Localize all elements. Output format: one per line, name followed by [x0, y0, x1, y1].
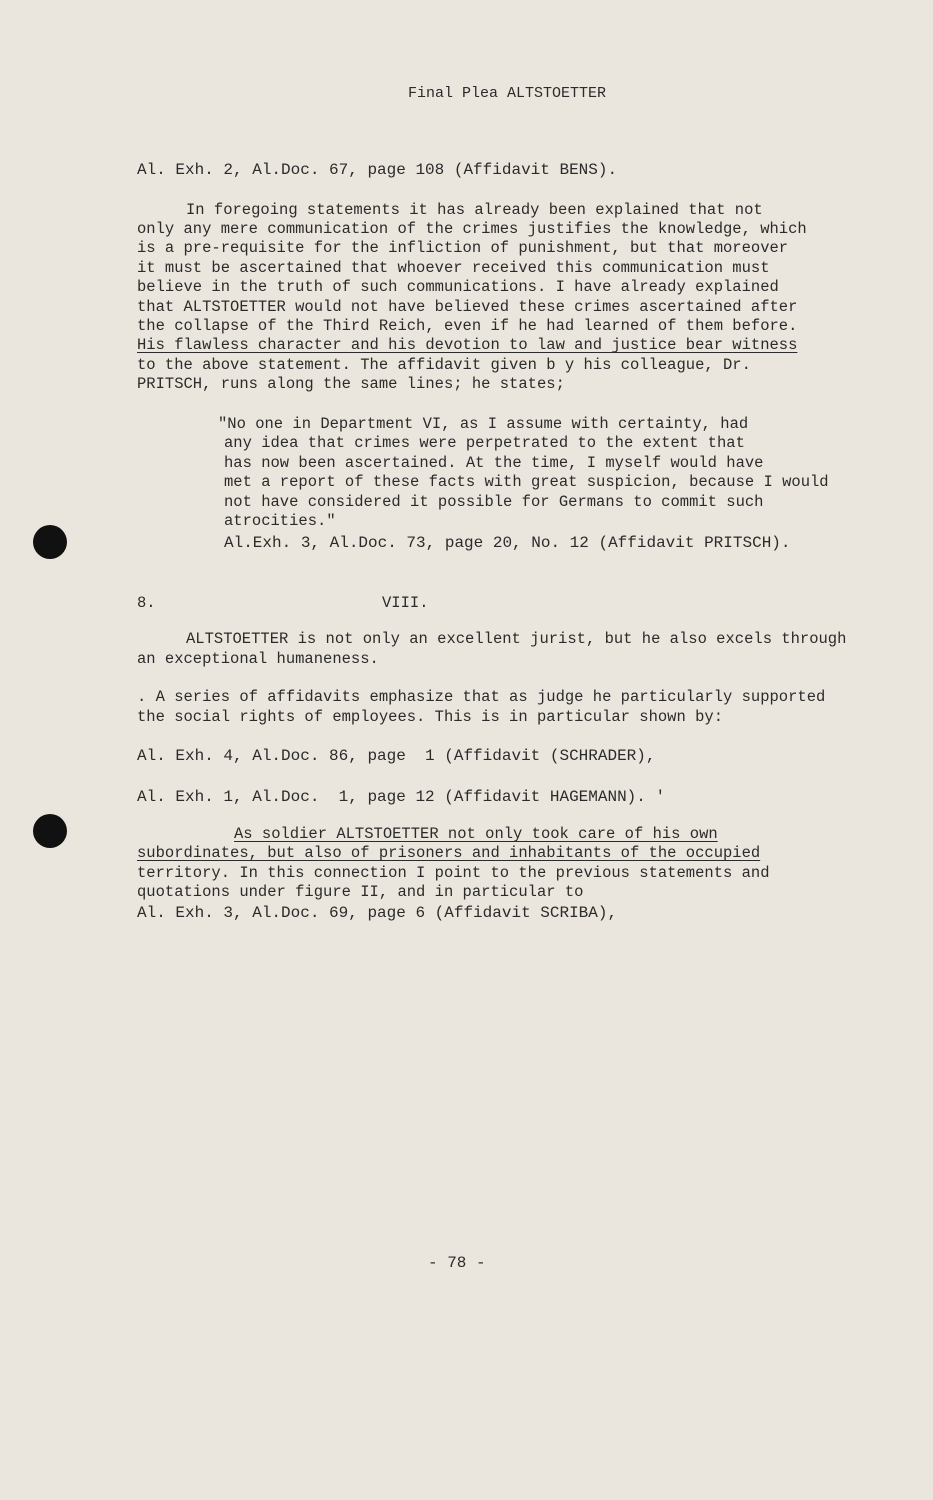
reference-line: Al. Exh. 4, Al.Doc. 86, page 1 (Affidavit (SCHRADER), [137, 747, 656, 765]
page-header: Final Plea ALTSTOETTER [408, 85, 607, 102]
quote-line: has now been ascertained. At the time, I myself would have [224, 454, 764, 472]
quote-reference: Al.Exh. 3, Al.Doc. 73, page 20, No. 12 (Affidavit PRITSCH). [224, 534, 791, 552]
text-line: Al. Exh. 3, Al.Doc. 69, page 6 (Affidavit SCRIBA), [137, 904, 618, 922]
text-line-underlined: His flawless character and his devotion to law and justice bear witness [137, 336, 798, 354]
section-number: 8. [137, 594, 156, 612]
punch-hole-top [33, 525, 67, 559]
text-line: territory. In this connection I point to the previous statements and [137, 864, 770, 882]
text-line: an exceptional humaneness. [137, 650, 379, 668]
reference-line: Al. Exh. 1, Al.Doc. 1, page 12 (Affidavit HAGEMANN). ' [137, 788, 666, 806]
text-line: . A series of affidavits emphasize that as judge he particularly supported [137, 688, 826, 706]
section-heading: VIII. [382, 594, 429, 612]
quote-line: met a report of these facts with great suspicion, because I would [224, 473, 829, 491]
text-line: quotations under figure II, and in particular to [137, 883, 584, 901]
text-line: PRITSCH, runs along the same lines; he states; [137, 375, 565, 393]
text-line: In foregoing statements it has already been explained that not [186, 201, 763, 219]
text-line-underlined: As soldier ALTSTOETTER not only took care of his own [234, 825, 718, 843]
page-number: - 78 - [428, 1254, 486, 1272]
text-line: to the above statement. The affidavit given b y his colleague, Dr. [137, 356, 751, 374]
reference-line: Al. Exh. 2, Al.Doc. 67, page 108 (Affidavit BENS). [137, 161, 618, 179]
punch-hole-bottom [33, 814, 67, 848]
text-line: believe in the truth of such communications. I have already explained [137, 278, 779, 296]
quote-line: any idea that crimes were perpetrated to the extent that [224, 434, 745, 452]
text-line: is a pre-requisite for the infliction of punishment, but that moreover [137, 239, 789, 257]
text-line: the social rights of employees. This is in particular shown by: [137, 708, 723, 726]
text-line-underlined: subordinates, but also of prisoners and inhabitants of the occupied [137, 844, 761, 862]
text-line: that ALTSTOETTER would not have believed these crimes ascertained after [137, 298, 798, 316]
quote-line: atrocities." [224, 512, 336, 530]
quote-line: not have considered it possible for Germans to commit such [224, 493, 764, 511]
text-line: it must be ascertained that whoever received this communication must [137, 259, 770, 277]
text-line: ALTSTOETTER is not only an excellent jurist, but he also excels through [186, 630, 847, 648]
quote-line: "No one in Department VI, as I assume with certainty, had [218, 415, 749, 433]
text-line: the collapse of the Third Reich, even if he had learned of them before. [137, 317, 798, 335]
text-line: only any mere communication of the crimes justifies the knowledge, which [137, 220, 807, 238]
